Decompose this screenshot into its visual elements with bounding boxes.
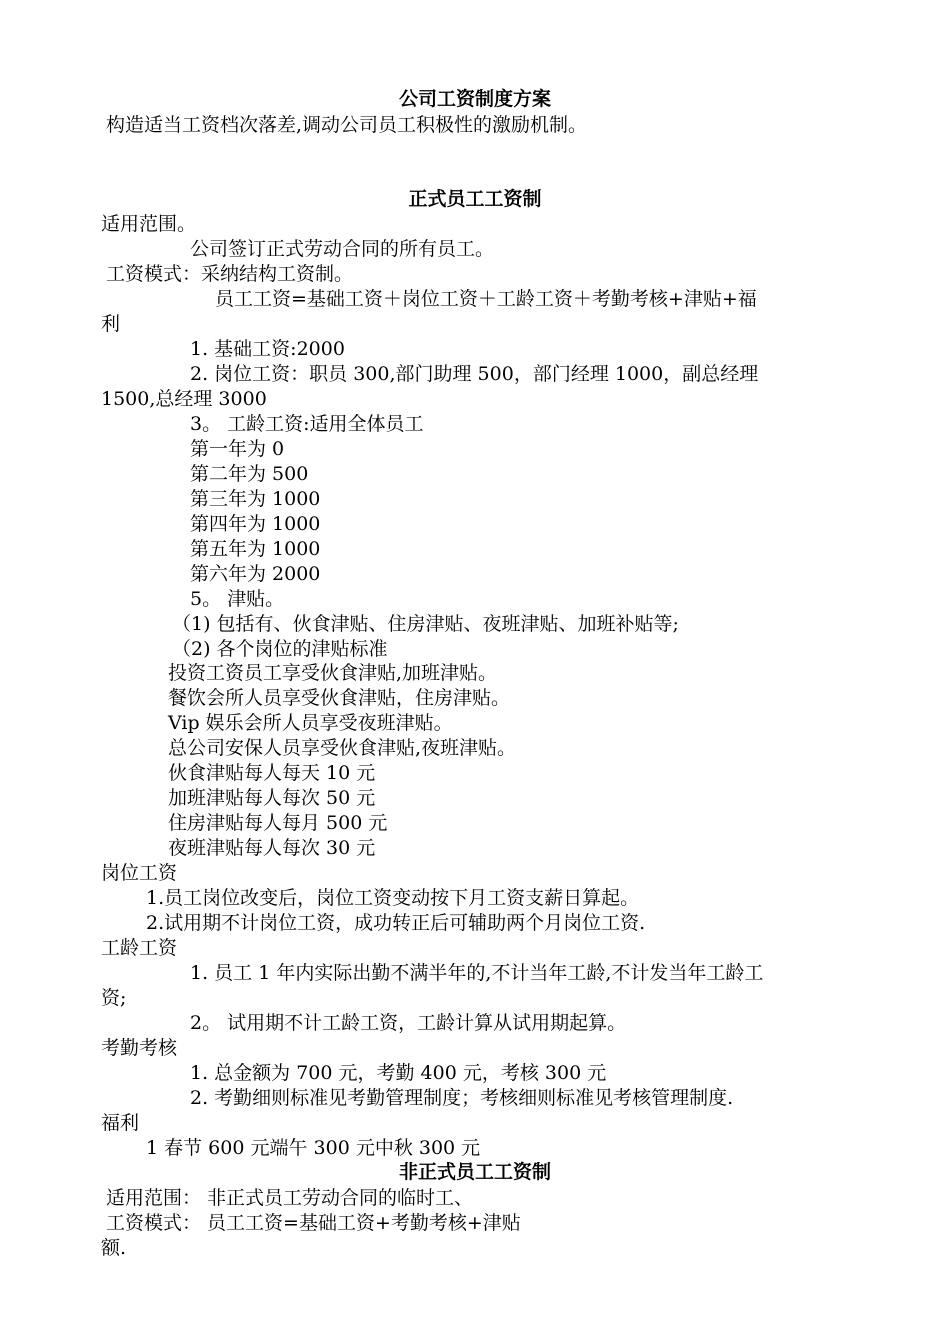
informal-tail: 额. xyxy=(101,1237,127,1259)
allowance-row: 伙食津贴每人每天 10 元 xyxy=(168,762,376,784)
allowance-sub1: （1) 包括有、伙食津贴、住房津贴、夜班津贴、加班补贴等; xyxy=(172,613,679,635)
allowance-row: Vip 娱乐会所人员享受夜班津贴。 xyxy=(168,712,453,734)
formal-heading: 正式员工工资制 xyxy=(408,188,542,210)
year-row: 第四年为 1000 xyxy=(190,513,321,535)
informal-heading: 非正式员工工资制 xyxy=(398,1161,551,1183)
allowance-row: 夜班津贴每人每次 30 元 xyxy=(168,837,376,859)
intro-text: 构造适当工资档次落差,调动公司员工积极性的激励机制。 xyxy=(106,114,588,136)
allowance-row: 餐饮会所人员享受伙食津贴，住房津贴。 xyxy=(168,687,511,709)
seniority-rule1-line2: 资; xyxy=(101,987,127,1009)
seniority-label: 工龄工资 xyxy=(101,937,178,959)
allowance-row: 住房津贴每人每月 500 元 xyxy=(168,812,388,834)
allowance-row: 加班津贴每人每次 50 元 xyxy=(168,787,376,809)
attendance-rule1: 1. 总金额为 700 元，考勤 400 元，考核 300 元 xyxy=(190,1062,607,1084)
document-title: 公司工资制度方案 xyxy=(398,88,551,110)
allowance-row: 投资工资员工享受伙食津贴,加班津贴。 xyxy=(168,662,498,684)
wage-mode: 工资模式：采纳结构工资制。 xyxy=(106,263,354,285)
scope-label: 适用范围。 xyxy=(101,213,197,235)
year-row: 第五年为 1000 xyxy=(190,538,321,560)
post-wage-rule1: 1.员工岗位改变后，岗位工资变动按下月工资支薪日算起。 xyxy=(146,887,640,909)
wage-formula-line2: 利 xyxy=(101,313,121,335)
attendance-label: 考勤考核 xyxy=(101,1037,178,1059)
year-row: 第一年为 0 xyxy=(190,438,285,460)
attendance-rule2: 2. 考勤细则标准见考勤管理制度；考核细则标准见考核管理制度. xyxy=(190,1087,734,1109)
wage-formula-line1: 员工工资=基础工资＋岗位工资＋工龄工资＋考勤考核+津贴+福 xyxy=(215,288,757,310)
year-row: 第六年为 2000 xyxy=(190,563,321,585)
item-seniority-wage: 3。 工龄工资:适用全体员工 xyxy=(190,413,424,435)
informal-mode: 工资模式： 员工工资=基础工资+考勤考核+津贴 xyxy=(106,1212,521,1234)
item-post-wage-line2: 1500,总经理 3000 xyxy=(101,388,267,410)
allowance-row: 总公司安保人员享受伙食津贴,夜班津贴。 xyxy=(168,737,517,759)
seniority-rule1-line1: 1. 员工 1 年内实际出勤不满半年的,不计当年工龄,不计发当年工龄工 xyxy=(190,962,764,984)
item-post-wage-line1: 2. 岗位工资：职员 300,部门助理 500，部门经理 1000，副总经理 xyxy=(190,363,759,385)
year-row: 第三年为 1000 xyxy=(190,488,321,510)
scope-text: 公司签订正式劳动合同的所有员工。 xyxy=(190,238,495,260)
post-wage-rule2: 2.试用期不计岗位工资，成功转正后可辅助两个月岗位工资. xyxy=(146,912,646,934)
post-wage-label: 岗位工资 xyxy=(101,862,178,884)
informal-scope: 适用范围： 非正式员工劳动合同的临时工、 xyxy=(106,1187,474,1209)
allowance-sub2: （2) 各个岗位的津贴标准 xyxy=(172,638,388,660)
year-row: 第二年为 500 xyxy=(190,463,309,485)
item-base-wage: 1. 基础工资:2000 xyxy=(190,338,345,360)
item-allowance: 5。 津贴。 xyxy=(190,588,285,610)
welfare-label: 福利 xyxy=(101,1112,140,1134)
seniority-rule2: 2。 试用期不计工龄工资，工龄计算从试用期起算。 xyxy=(190,1012,627,1034)
welfare-rule1: 1 春节 600 元端午 300 元中秋 300 元 xyxy=(146,1137,481,1159)
